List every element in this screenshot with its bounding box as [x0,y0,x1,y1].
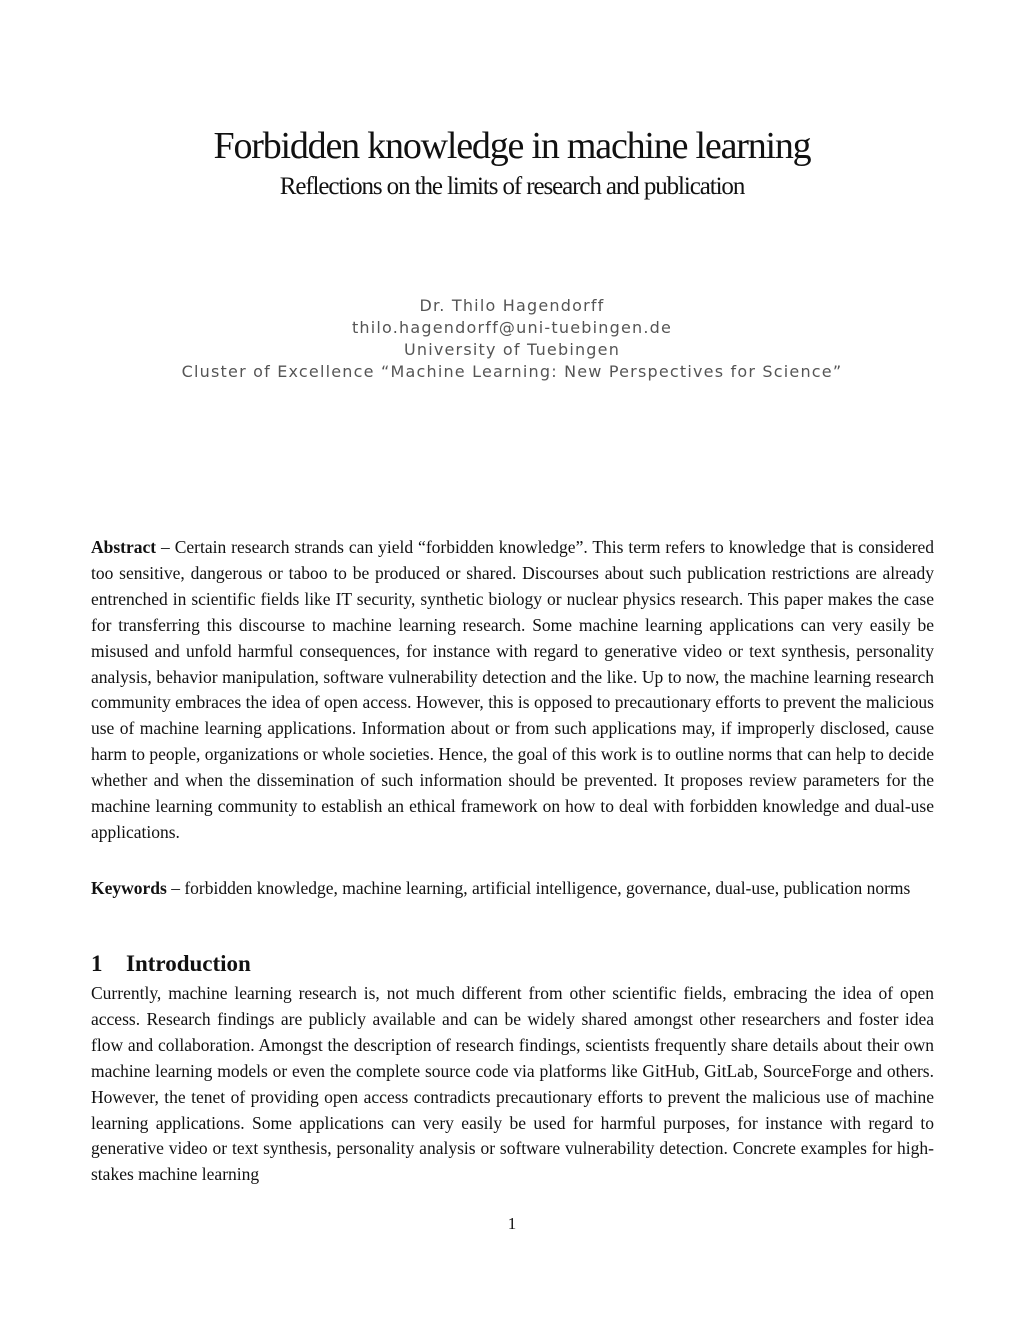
abstract-paragraph [91,535,934,846]
paper-title: Forbidden knowledge in machine learning [213,125,811,167]
keywords-paragraph [91,876,934,902]
keywords-text: – forbidden knowledge, machine learning, artificial intelligence, governance, dual-use, publication norms [166,878,911,898]
introduction-paragraph: Currently, machine learning research is, not much different from other scientific fields, embracing the idea of open access. Research findings are publicly available and can be widely shared amongst other researchers and foster idea flow and collaboration. Amongst the description of research findings, scientists frequently share details about their own machine learning models or even the complete source code via platforms like GitHub, GitLab, SourceForge and others. However, the tenet of providing open access contradicts precautionary efforts to prevent the malicious use of machine learning applications. Some applications can very easily be used for harmful purposes, for instance with regard to generative video or text synthesis, personality analysis or software vulnerability detection. Concrete examples for high-stakes machine learning [91,983,934,1185]
section-number: 1 [91,951,103,976]
author-email: thilo.hagendorff@uni-tuebingen.de [351,318,673,337]
author-name: Dr. Thilo Hagendorff [419,296,605,315]
keywords-label: Keywords [91,878,167,898]
paper-subtitle: Reflections on the limits of research and publication [279,173,745,200]
author-block [0,295,1024,383]
author-cluster: Cluster of Excellence “Machine Learning: New Perspectives for Science” [181,362,843,381]
title-block [0,122,1024,204]
page-number: 1 [507,1214,517,1233]
section-title: Introduction [126,951,251,976]
section-heading-introduction [91,948,251,980]
author-affiliation: University of Tuebingen [403,340,621,359]
abstract-label: Abstract [91,537,157,557]
abstract-text: – Certain research strands can yield “forbidden knowledge”. This term refers to knowledge that is considered too sensitive, dangerous or taboo to be produced or shared. Discourses about such publication restrictions are already entrenched in scientific fields like IT security, synthetic biology or nuclear physics research. This paper makes the case for transferring this discourse to machine learning research. Some machine learning applications can very easily be misused and unfold harmful consequences, for instance with regard to generative video or text synthesis, personality analysis, behavior manipulation, software vulnerability detection and the like. Up to now, the machine learning research community embraces the idea of open access. However, this is opposed to precautionary efforts to prevent the malicious use of machine learning applications. Information about or from such applications may, if improperly disclosed, cause harm to people, organizations or whole societies. Hence, the goal of this work is to outline norms that can help to decide whether and when the dissemination of such information should be prevented. It proposes review parameters for the machine learning community to establish an ethical framework on how to deal with forbidden knowledge and dual-use applications. [91,537,934,842]
